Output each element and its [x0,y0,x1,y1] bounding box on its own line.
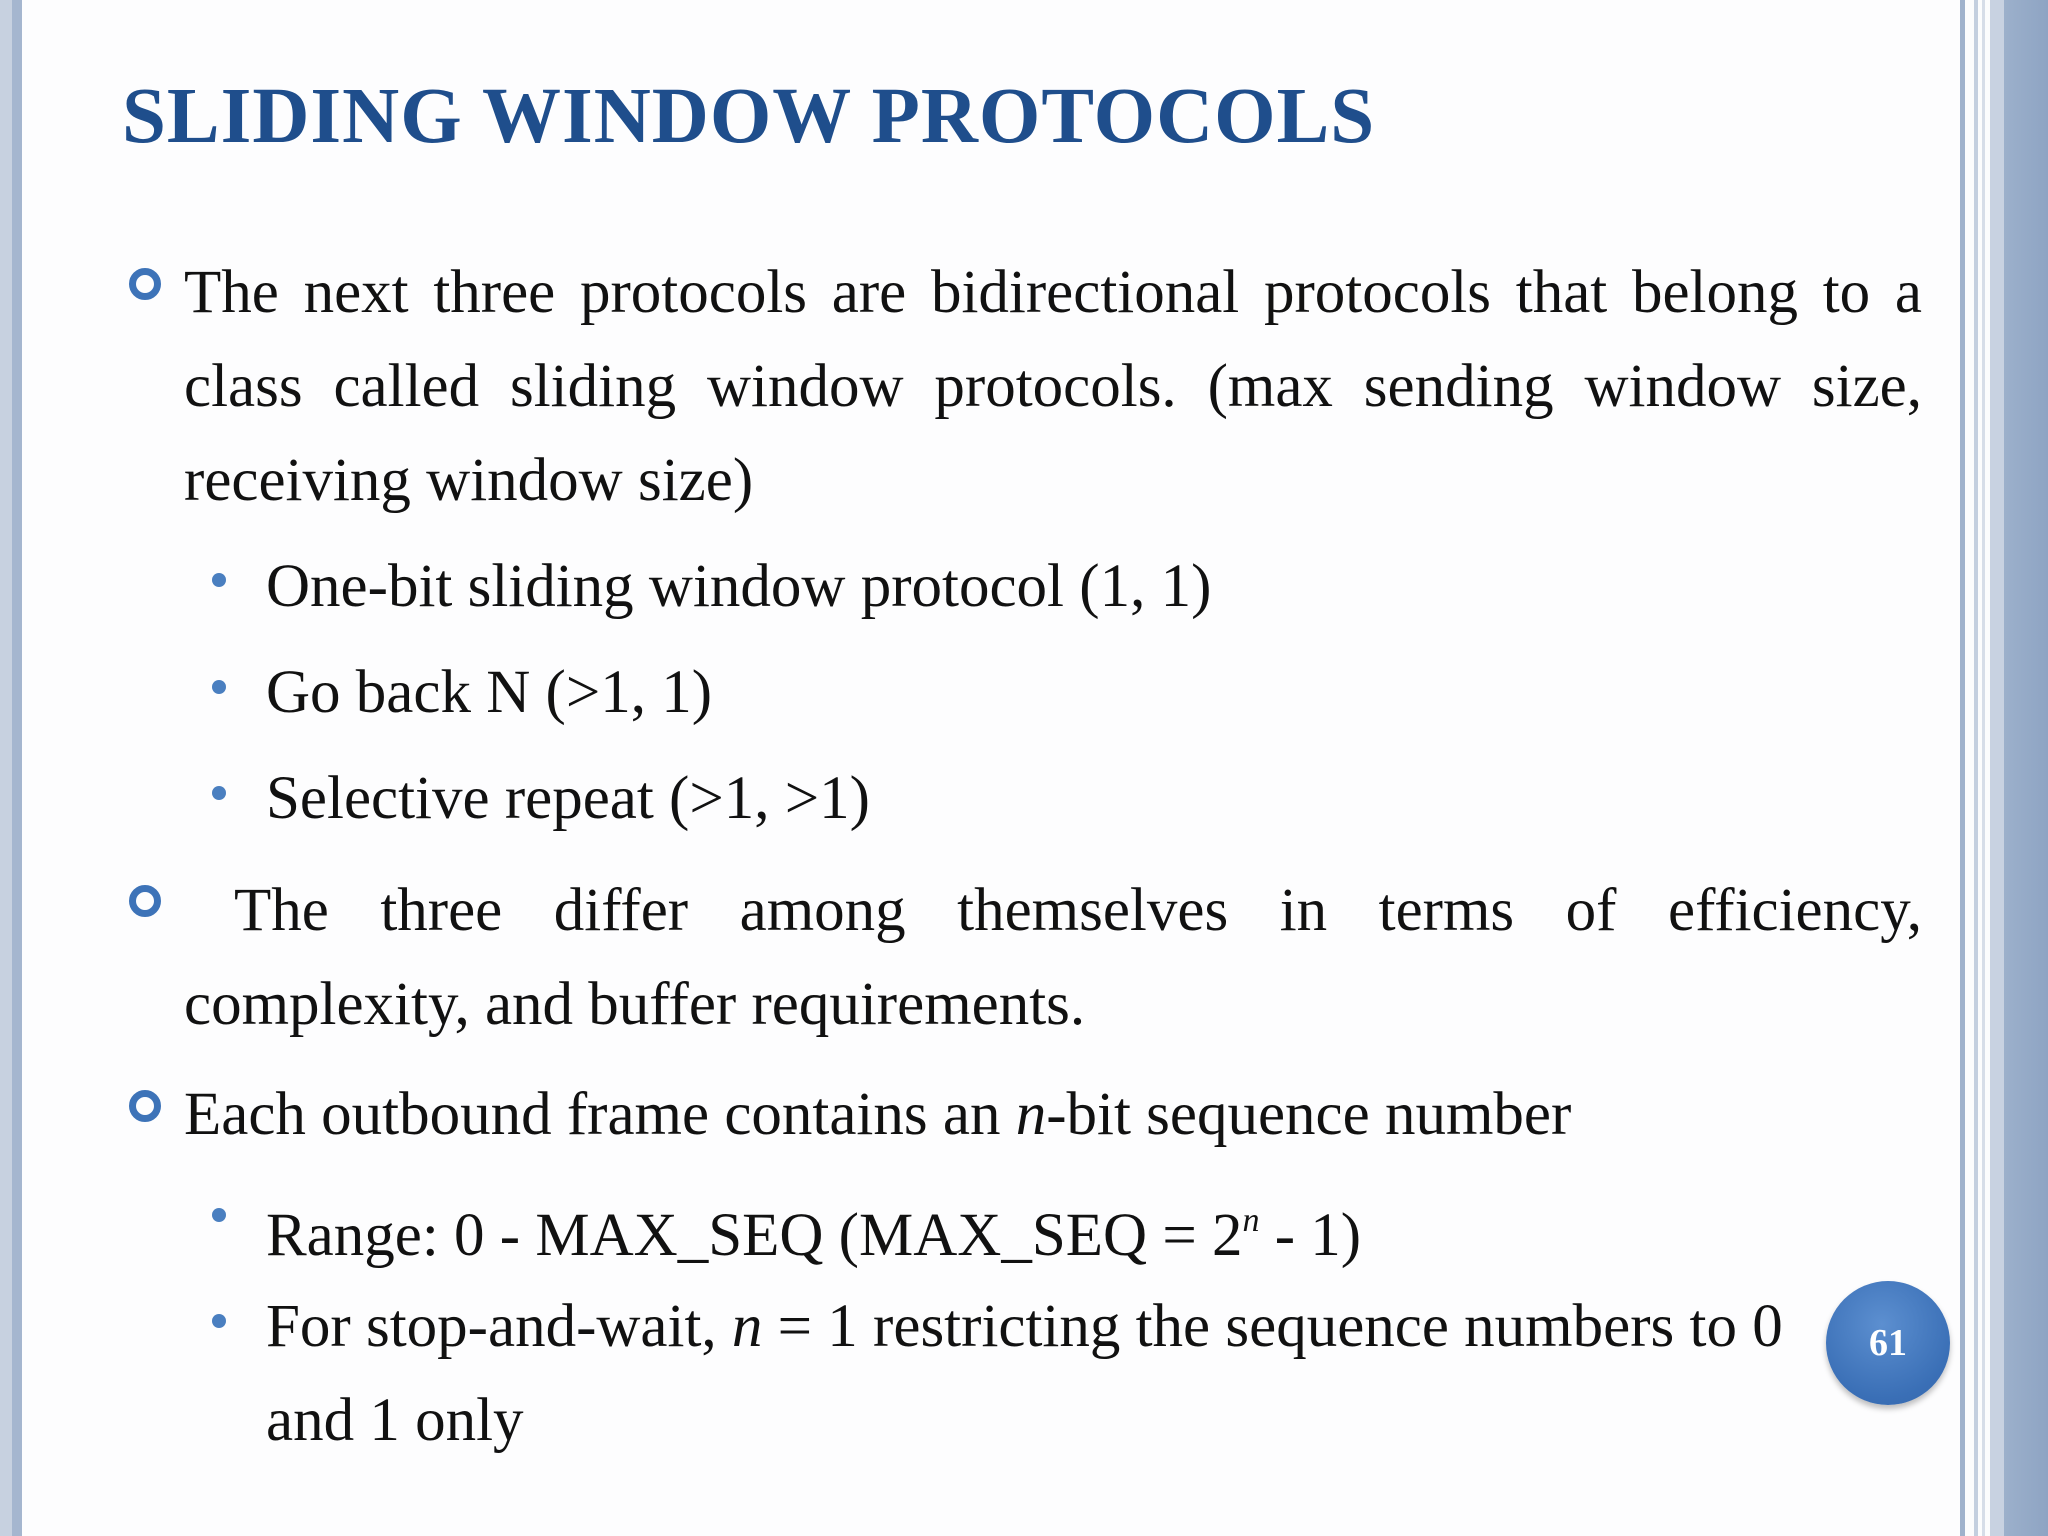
bullet-3-text-before: Each outbound frame contains an [184,1081,1016,1148]
sub-bullet-go-back-n: Go back N (>1, 1) [266,659,713,726]
slide-title: SLIDING WINDOW PROTOCOLS [122,73,1376,160]
sub-bullet-dot-icon [212,680,226,694]
sub-bullet-selective-repeat: Selective repeat (>1, >1) [266,765,870,832]
bullet-1-line-2: class called sliding window protocols. (max sending window size, [184,353,1922,420]
sub-bullet-stop-and-wait-line-2: and 1 only [266,1387,524,1454]
right-border-stripe [1974,0,1978,1536]
left-border-stripe-inner [12,0,22,1536]
bullet-1-line-1: The next three protocols are bidirectional protocols that belong to a [184,259,1922,326]
stop-wait-text-before: For stop-and-wait, [266,1293,732,1360]
bullet-2-line-2: complexity, and buffer requirements. [184,971,1086,1038]
right-border-stripe [2004,0,2048,1536]
range-superscript: n [1242,1202,1260,1239]
bullet-ring-icon [129,885,161,917]
right-border-stripe [1982,0,1985,1536]
bullet-2-line-1: The three differ among themselves in terms of efficiency, [234,877,1922,944]
left-border-stripe [0,0,12,1536]
sub-bullet-dot-icon [212,573,226,587]
sub-bullet-stop-and-wait [266,1280,1783,1374]
right-border-stripe [1960,0,1965,1536]
sub-bullet-dot-icon [212,1314,226,1328]
sub-bullet-dot-icon [212,1208,226,1222]
bullet-ring-icon [129,1090,161,1122]
bullet-3-text [184,1068,1571,1162]
bullet-3-text-after: -bit sequence number [1046,1081,1572,1148]
sub-bullet-dot-icon [212,786,226,800]
stop-wait-text-after: = 1 restricting the sequence numbers to 0 [762,1293,1783,1360]
sub-bullet-one-bit: One-bit sliding window protocol (1, 1) [266,553,1212,620]
range-text-before: Range: 0 - MAX_SEQ (MAX_SEQ = 2 [266,1202,1243,1269]
range-text-after: - 1) [1259,1202,1362,1269]
bullet-1-line-3: receiving window size) [184,447,754,514]
bullet-3-text-italic: n [1015,1081,1047,1148]
sub-bullet-range [266,1174,1361,1283]
bullet-ring-icon [129,268,161,300]
stop-wait-italic-n: n [731,1293,763,1360]
right-border-stripe [1990,0,2004,1536]
page-number-badge: 61 [1826,1281,1950,1405]
